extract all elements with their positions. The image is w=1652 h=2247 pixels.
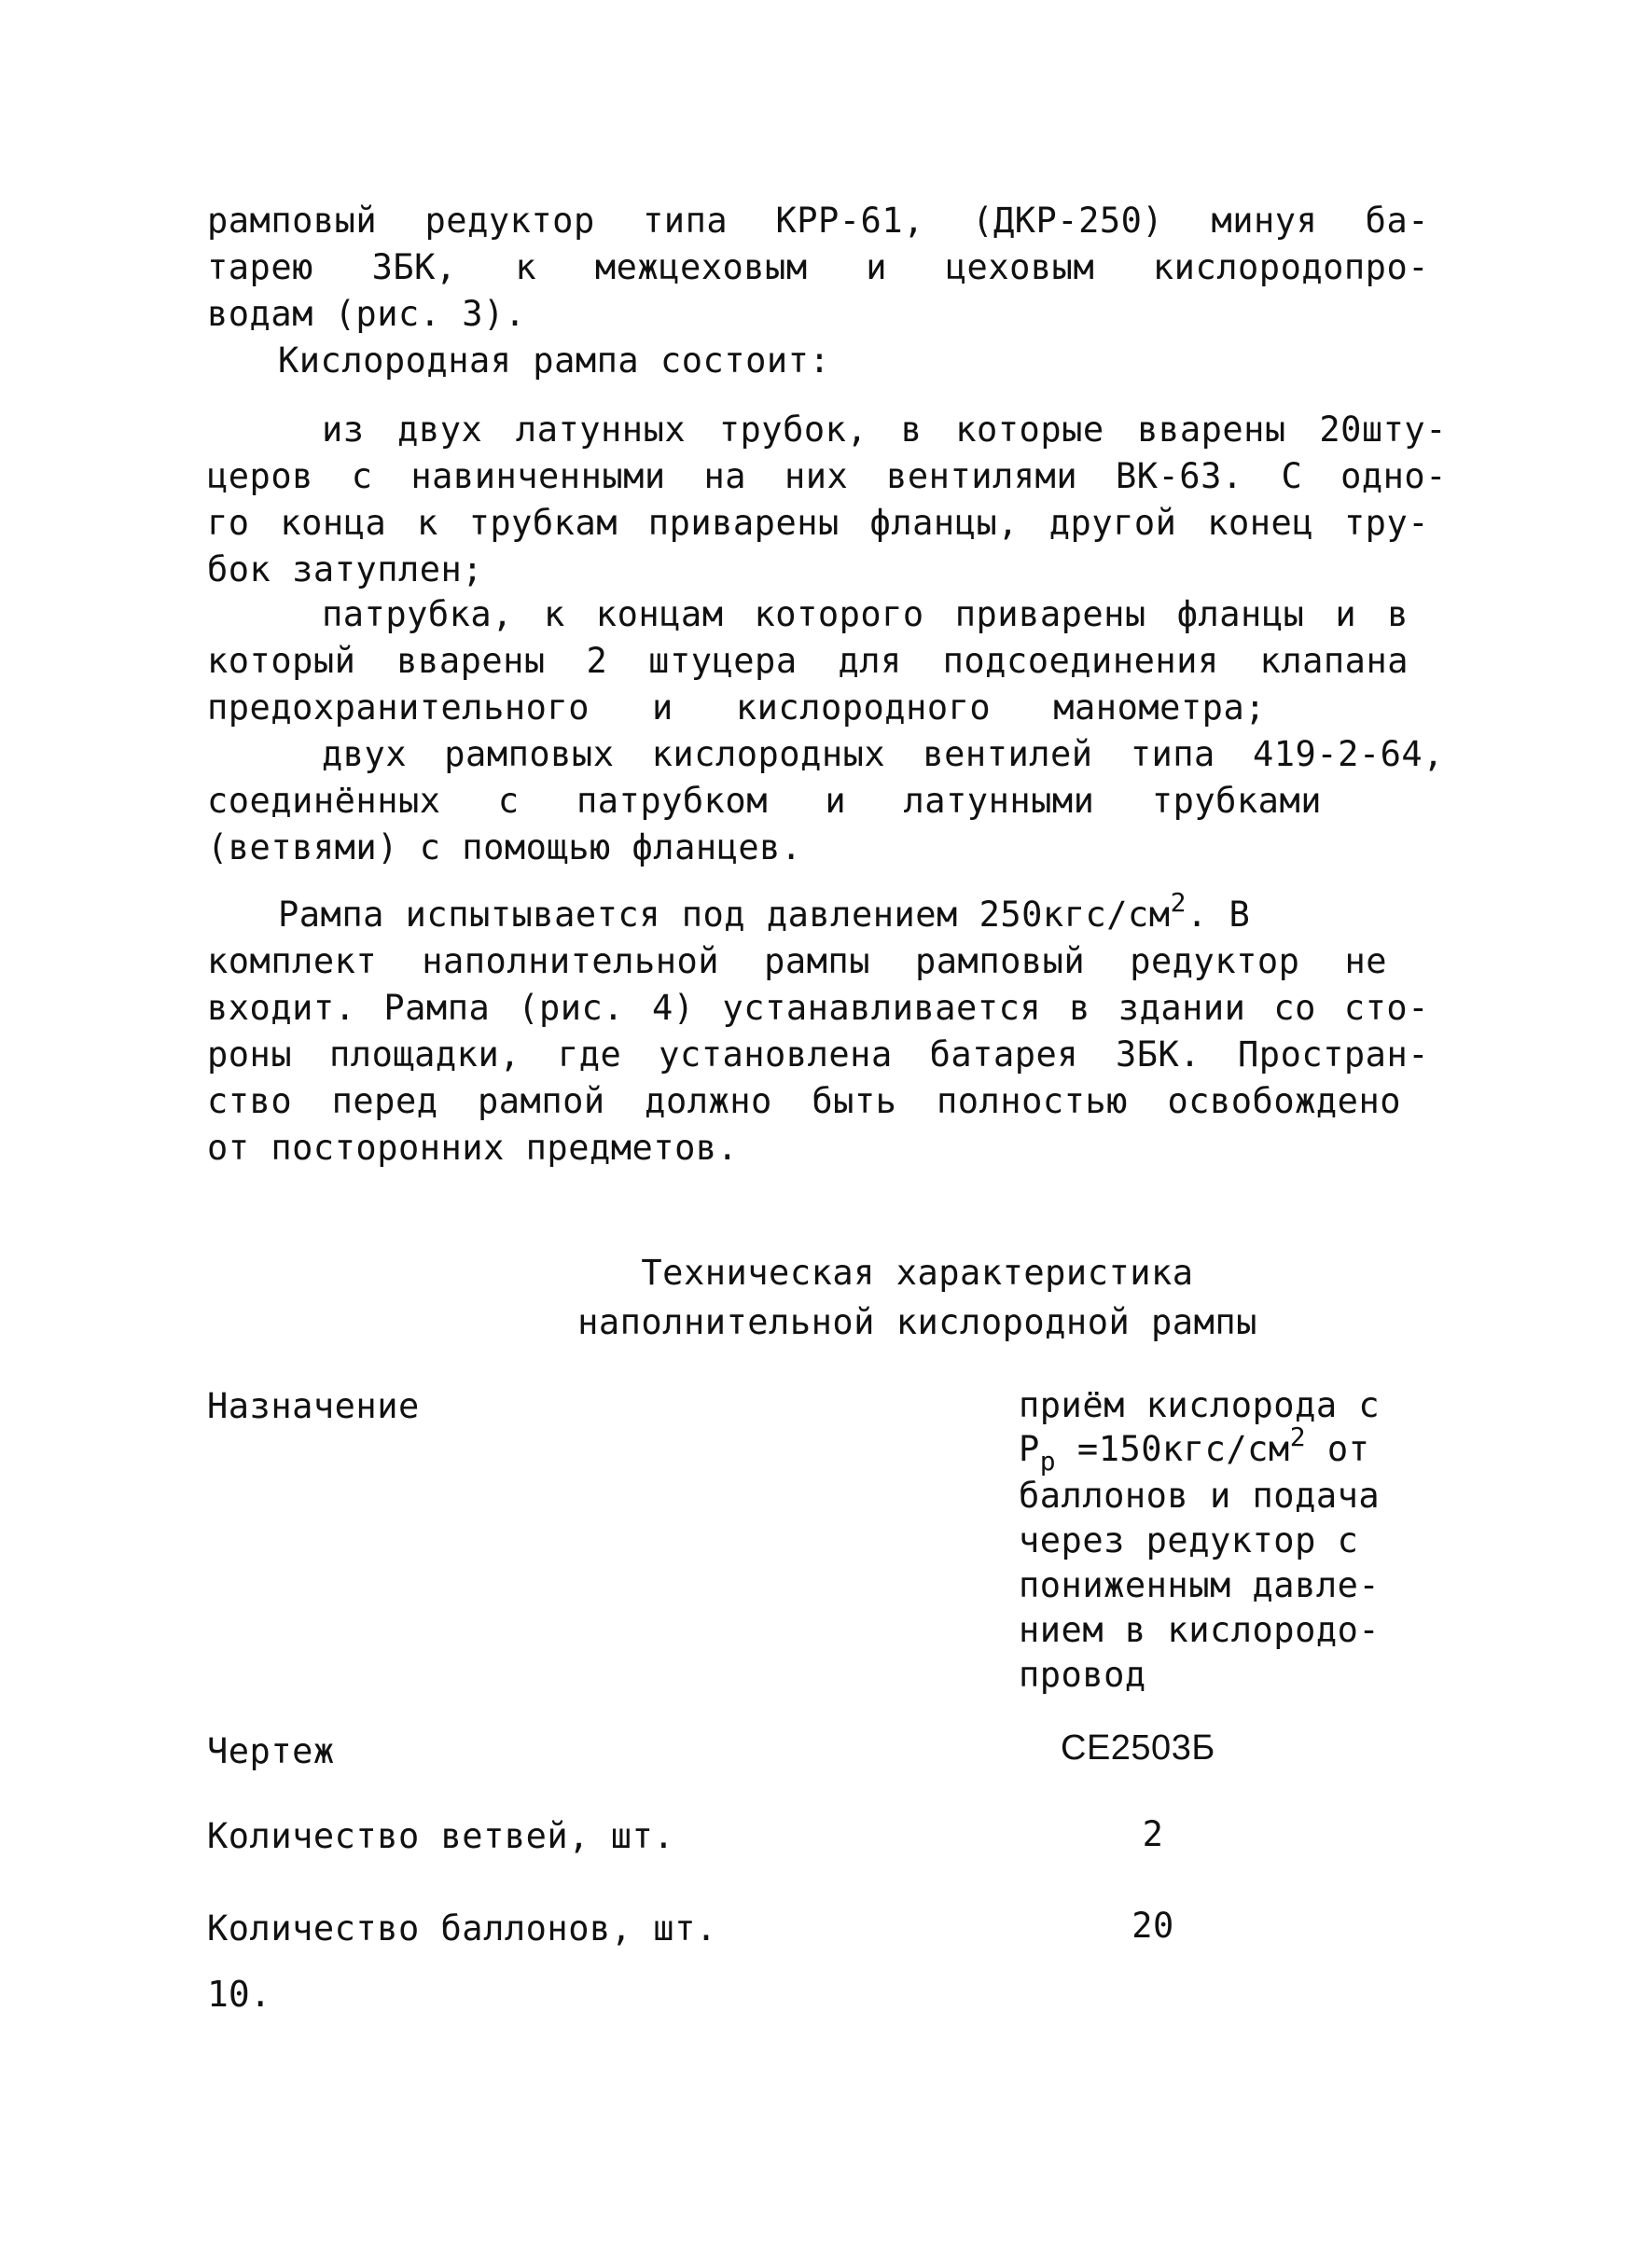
test-paragraph-line-5: ство перед рампой должно быть полностью освобождено <box>207 1081 1401 1121</box>
spec-drawing-label: Чертеж <box>207 1731 335 1771</box>
pressure-superscript: 2 <box>1289 1422 1307 1452</box>
pressure-suffix: от <box>1306 1429 1370 1469</box>
spec-purpose-line-1: приём кислорода с <box>1019 1385 1381 1425</box>
spec-cylinders-value: 20 <box>1131 1906 1174 1946</box>
item-3-line-3: (ветвями) с помощью фланцев. <box>207 827 802 867</box>
spec-purpose-line-2 <box>1019 1422 1370 1477</box>
spec-purpose-line-5: пониженным давле- <box>1019 1565 1381 1605</box>
item-1-line-3: го конца к трубкам приварены фланцы, другой конец тру- <box>207 503 1429 543</box>
ramp-intro: Кислородная рампа состоит: <box>278 340 831 381</box>
spec-purpose-line-7: провод <box>1019 1655 1146 1695</box>
spec-branches-value: 2 <box>1142 1814 1164 1854</box>
page-number: 10. <box>207 1974 271 2015</box>
pressure-symbol: P <box>1019 1429 1040 1469</box>
spec-purpose-line-6: нием в кислородо- <box>1019 1610 1381 1650</box>
item-2-line-2: который вварены 2 штуцера для подсоединения клапана <box>207 641 1409 681</box>
spec-cylinders-label: Количество баллонов, шт. <box>207 1908 717 1949</box>
spec-title-line-2: наполнительной кислородной рампы <box>577 1302 1257 1342</box>
spec-purpose-line-4: через редуктор с <box>1019 1520 1359 1560</box>
item-2-line-1: патрубка, к концам которого приварены фланцы и в <box>322 594 1409 634</box>
spec-purpose-label: Назначение <box>207 1386 420 1426</box>
test-paragraph-line-6: от посторонних предметов. <box>207 1128 739 1168</box>
item-1-line-2: церов с навинченными на них вентилями ВК-63. С одно- <box>207 456 1447 496</box>
item-1-line-4: бок затуплен; <box>207 549 484 589</box>
item-3-line-2: соединённых с патрубком и латунными трубками <box>207 781 1322 821</box>
pressure-subscript: p <box>1039 1446 1057 1477</box>
test-paragraph-line-2: комплект наполнительной рампы рамповый редуктор не <box>207 941 1387 981</box>
test-paragraph-line-4: роны площадки, где установлена батарея ЗБК. Простран- <box>207 1034 1429 1075</box>
spec-branches-label: Количество ветвей, шт. <box>207 1816 675 1856</box>
spec-title-line-1: Техническая характеристика <box>641 1253 1194 1293</box>
item-2-line-3: предохранительного и кислородного манометра; <box>207 687 1266 728</box>
pressure-value: =150кгс/см <box>1056 1429 1290 1469</box>
test-line-1-text: Рампа испытывается под давлением 250кгс/см <box>278 895 1171 935</box>
item-3-line-1: двух рамповых кислородных вентилей типа 419-2-64, <box>322 734 1444 774</box>
spec-drawing-value: СЕ2503Б <box>1061 1728 1215 1768</box>
item-1-line-1: из двух латунных трубок, в которые вварены 20шту- <box>322 409 1447 450</box>
paragraph-1-line-2: тарею ЗБК, к межцеховым и цеховым кислородопро- <box>207 247 1429 287</box>
spec-purpose-line-3: баллонов и подача <box>1019 1476 1381 1516</box>
paragraph-1-line-3: водам (рис. 3). <box>207 294 526 334</box>
test-line-1-end: . В <box>1186 895 1251 935</box>
superscript-2: 2 <box>1170 887 1187 918</box>
paragraph-1-line-1: рамповый редуктор типа КРР-61, (ДКР-250) минуя ба- <box>207 201 1429 241</box>
test-paragraph-line-3: входит. Рампа (рис. 4) устанавливается в здании со сто- <box>207 988 1429 1028</box>
test-paragraph-line-1 <box>278 887 1251 938</box>
